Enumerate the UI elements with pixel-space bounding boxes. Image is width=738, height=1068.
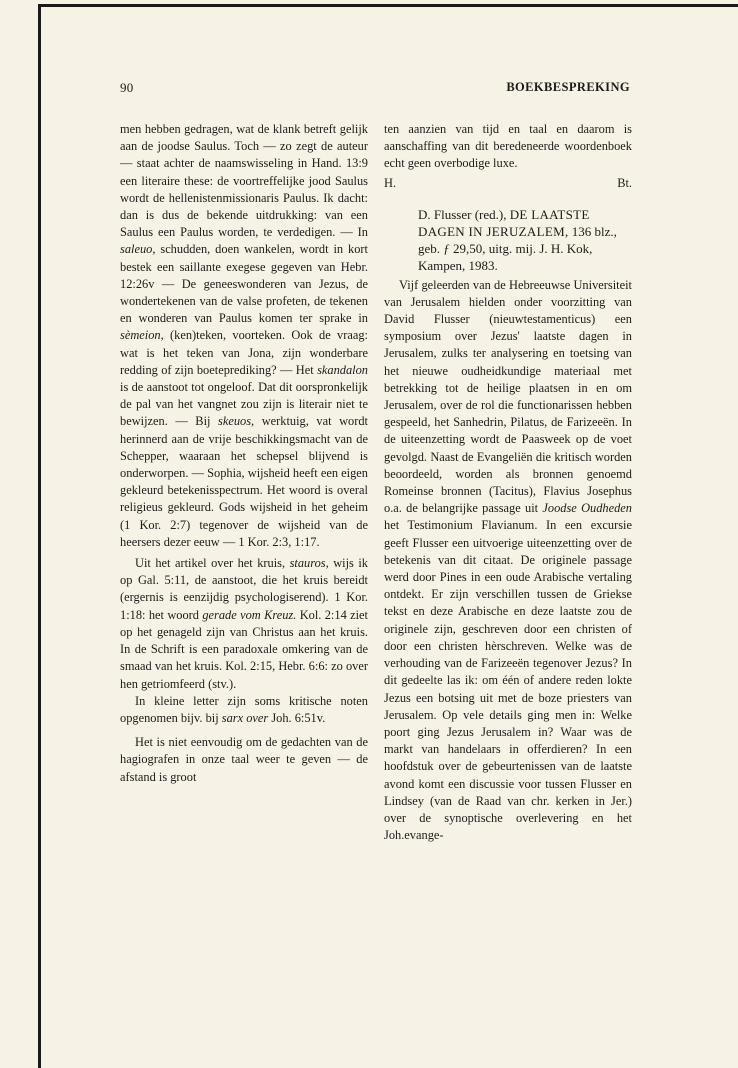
text-run: Uit het artikel over het kruis, bbox=[135, 556, 290, 571]
paragraph bbox=[120, 121, 368, 551]
running-title: BOEKBESPREKING bbox=[506, 80, 630, 94]
italic-term: gerade vom Kreuz. bbox=[202, 607, 297, 622]
italic-term: sarx over bbox=[221, 710, 269, 725]
book-title: DE LAATSTE DAGEN IN JERUZALEM, bbox=[418, 206, 590, 240]
paragraph bbox=[384, 277, 632, 845]
text-run: is de aanstoot tot ongeloof. Dat dit oorspronkelijk de pal van het vangnet zou zijn is literair niet te bewijzen. — Bij bbox=[120, 380, 368, 429]
text-run: wijs ik op Gal. 5:11, de aanstoot, die het kruis bereidt (ergernis is eenzijdig psychologiserend). 1 Kor. 1:18: het woord bbox=[120, 556, 368, 622]
italic-term: sèmeion, bbox=[120, 328, 164, 343]
paragraph bbox=[120, 555, 368, 693]
text-run: werktuig, vat wordt herinnerd aan de vrije beschikkingsmacht van de Schepper, waaraan het schepsel blijvend is onderworpen. — Sophia, wijsheid heeft een eigen gekleurd betekenisspectrum. Het woord is overal religieus gekleurd. Gods wijsheid in het geheim (1 Kor. 2:7) tegenover de wijsheid van de heersers dezer eeuw — 1 Kor. 2:3, 1:17. bbox=[120, 414, 368, 549]
signature-line bbox=[384, 175, 632, 192]
text-run: Joh. 6:51v. bbox=[268, 710, 326, 725]
paragraph bbox=[120, 693, 368, 727]
text-run: men hebben gedragen, wat de klank betreft gelijk aan de joodse Saulus. Toch — zo zegt de auteur — staat achter de naamswisseling in Hand. 13:9 een literaire these: de voortreffelijke jood Saulus wordt de hellenistenmissionaris Paulus. Ik dacht: dan is dus de bekende uitdrukking: van een Saulus een Paulus worden, te verdedigen. — In bbox=[120, 122, 368, 240]
text-run: schudden, doen wankelen, wordt in kort bestek een saillante exegese gegeven van Hebr. 12:26v — De geneeswonderen van Jezus, de wondertekenen van de valse profeten, de tekenen en wonderen van Paulus komen ter sprake in bbox=[120, 242, 368, 326]
scan-border-top bbox=[38, 4, 738, 7]
book-details: 29,50, uitg. mij. J. H. Kok, Kampen, 1983. bbox=[418, 241, 593, 274]
signature-initial: H. bbox=[384, 175, 397, 190]
text-run: Vijf geleerden van de Hebreeuwse Universiteit van Jerusalem hielden onder voorzitting van David Flusser (nieuwtestamenticus) een symposium over Jezus' laatste dagen in Jerusalem, zulks ter analysering en toetsing van het nieuwe oudheidkundige materiaal met betrekking tot de heilige plaatsen in en om Jerusalem, over de rol die functionarissen hebben gespeeld, het Sanhedrin, Pilatus, de Farizeeën. In de uiteenzetting wordt de Paasweek op de voet gevolgd. Naast de Evangeliën die kritisch worden beoordeeld, worden als bronnen genoemd Romeinse bronnen (Tacitus), Flavius Josephus o.a. de belangrijke passage uit bbox=[384, 277, 632, 516]
text-run: (ken)teken, voorteken. Ook de vraag: wat is het teken van Jona, zijn wonderbare redding of zijn boeteprediking? — Het bbox=[120, 328, 368, 377]
italic-term: saleuo, bbox=[120, 242, 156, 257]
scan-border-left bbox=[38, 4, 41, 1068]
text-run: In kleine letter zijn soms kritische noten opgenomen bijv. bij bbox=[120, 693, 368, 725]
italic-term: stauros, bbox=[289, 556, 329, 571]
signature-initial: Bt. bbox=[617, 175, 632, 190]
review-heading bbox=[418, 206, 632, 275]
text-run: ten aanzien van tijd en taal en daarom is aanschaffing van dit beredeneerde woordenboek echt geen overbodige luxe. bbox=[384, 122, 632, 171]
paragraph bbox=[384, 121, 632, 173]
text-run: het Testimonium Flavianum. In een excursie geeft Flusser een uitvoerige uiteenzetting over de betekenis van dit citaat. De originele passage werd door Pines in een oude Arabische vertaling ontdekt. Er zijn verschillen tussen de Griekse tekst en deze Arabische en deze laatste zou de originele zijn, geschreven door een christen of door een christen hèrschreven. Welke was de verhouding van de Farizeeën tegenover Jezus? In dit gedeelte las ik: om één of andere reden lokte Jezus een botsing uit met de boze priesters van Jerusalem. Op vele details ging men in: Welke poort ging Jezus Jerusalem in? Waar was de markt van handelaars in offerdieren? In een hoofdstuk over de gebeurtenissen van de laatste avond komt een discussie voor tussen Flusser en Lindsey (van de Raad van chr. kerken in Jer.) over de synoptische overlevering en het Joh.evange- bbox=[384, 518, 632, 843]
text-run: Kol. 2:14 ziet op het genageld zijn van Christus aan het kruis. In de Schrift is een paradoxale omkering van de smaad van het kruis. Kol. 2:15, Hebr. 6:6: zo over hen getriomfeerd (stv.). bbox=[120, 607, 369, 691]
book-details: 136 blz., geb. bbox=[418, 224, 617, 257]
italic-term: Joodse Oudheden bbox=[542, 501, 632, 516]
book-author: D. Flusser (red.), bbox=[418, 206, 510, 222]
right-column bbox=[384, 121, 632, 844]
left-column bbox=[120, 121, 368, 786]
text-run: Het is niet eenvoudig om de gedachten van de hagiografen in onze taal weer te geven — de afstand is groot bbox=[120, 735, 368, 784]
italic-term: skandalon bbox=[317, 362, 368, 377]
florin-symbol: ƒ bbox=[443, 241, 450, 257]
italic-term: skeuos, bbox=[218, 414, 255, 429]
page-number: 90 bbox=[120, 80, 134, 95]
paragraph bbox=[120, 734, 368, 786]
